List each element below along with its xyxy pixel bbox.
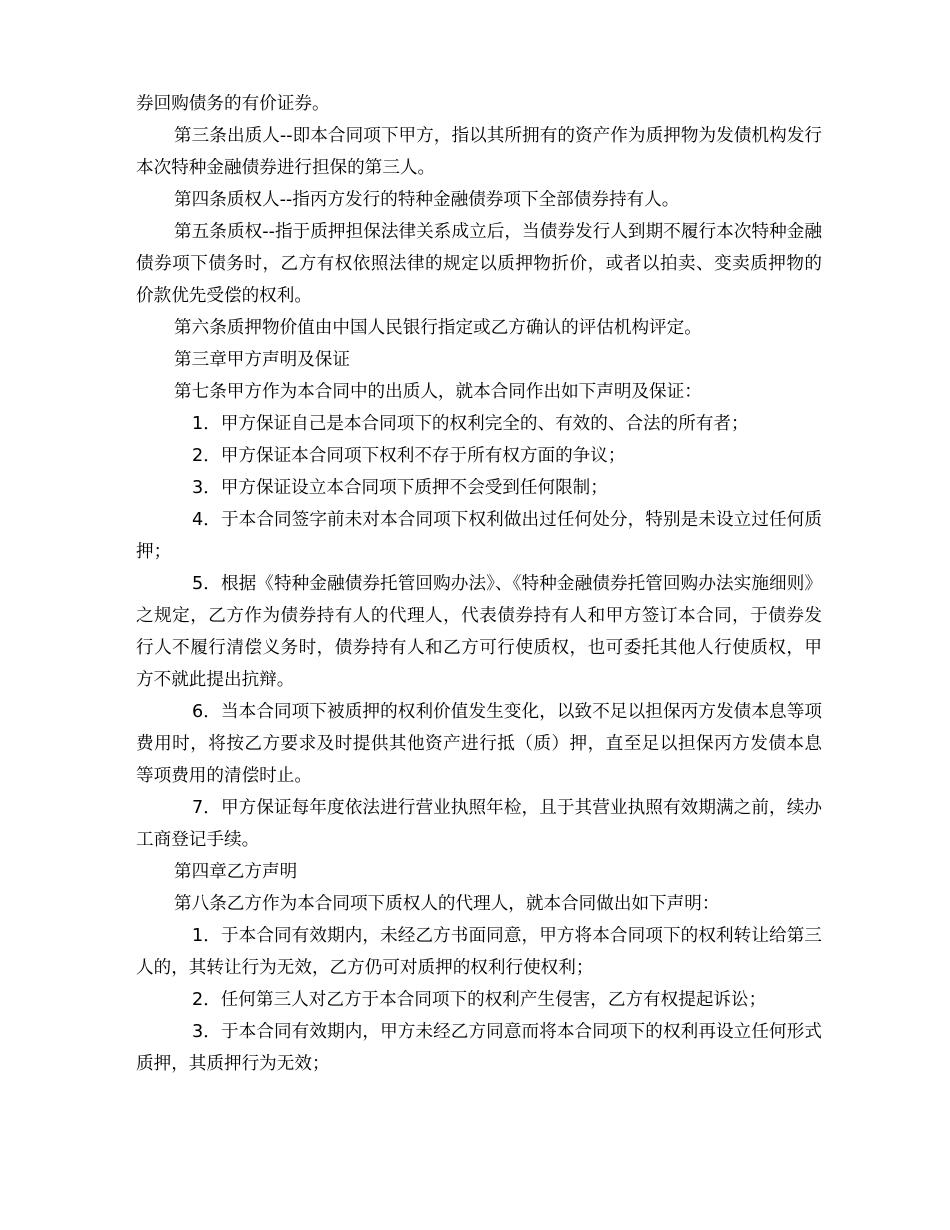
article-7-item-5: 5．根据《特种金融债券托管回购办法》、《特种金融债券托管回购办法实施细则》之规定，乙方作为债券持有人的代理人，代表债券持有人和甲方签订本合同，于债券发行人不履行清偿义务时，债券持有人和乙方可行使质权，也可委托其他人行使质权，甲方不就此提出抗辩。 <box>136 574 822 690</box>
chapter-4-heading: 第四章乙方声明 <box>174 862 298 882</box>
article-7-item-4: 4．于本合同签字前未对本合同项下权利做出过任何处分，特别是未设立过任何质押； <box>136 510 822 562</box>
article-7-item-2: 2．甲方保证本合同项下权利不存于所有权方面的争议； <box>192 446 626 466</box>
article-5-pledge-right: 第五条质权--指于质押担保法律关系成立后，当债券发行人到期不履行本次特种金融债券项下债务时，乙方有权依照法律的规定以质押物折价，或者以拍卖、变卖质押物的价款优先受偿的权利。 <box>136 222 822 306</box>
article-6-valuation: 第六条质押物价值由中国人民银行指定或乙方确认的评估机构评定。 <box>174 318 702 338</box>
article-3-pledgor: 第三条出质人--即本合同项下甲方，指以其所拥有的资产作为质押物为发债机构发行本次特种金融债券进行担保的第三人。 <box>136 126 822 178</box>
article-8-item-2: 2．任何第三人对乙方于本合同项下的权利产生侵害，乙方有权提起诉讼； <box>192 990 767 1010</box>
article-7-item-6: 6．当本合同项下被质押的权利价值发生变化，以致不足以担保丙方发债本息等项费用时，将按乙方要求及时提供其他资产进行抵（质）押，直至足以担保丙方发债本息等项费用的清偿时止。 <box>136 702 822 786</box>
paragraph-continuation: 券回购债务的有价证券。 <box>136 94 330 114</box>
article-4-pledgee: 第四条质权人--指丙方发行的特种金融债券项下全部债券持有人。 <box>174 190 680 210</box>
article-7-statement: 第七条甲方作为本合同中的出质人，就本合同作出如下声明及保证： <box>174 382 702 402</box>
chapter-3-heading: 第三章甲方声明及保证 <box>174 350 350 370</box>
article-7-item-1: 1．甲方保证自己是本合同项下的权利完全的、有效的、合法的所有者； <box>192 414 749 434</box>
article-8-statement: 第八条乙方作为本合同项下质权人的代理人，就本合同做出如下声明： <box>174 894 720 914</box>
article-7-item-7: 7．甲方保证每年度依法进行营业执照年检，且于其营业执照有效期满之前，续办工商登记手续。 <box>136 798 822 850</box>
article-8-item-3: 3．于本合同有效期内，甲方未经乙方同意而将本合同项下的权利再设立任何形式质押，其质押行为无效； <box>136 1022 822 1074</box>
article-8-item-1: 1．于本合同有效期内，未经乙方书面同意，甲方将本合同项下的权利转让给第三人的，其转让行为无效，乙方仍可对质押的权利行使权利； <box>136 926 822 978</box>
article-7-item-3: 3．甲方保证设立本合同项下质押不会受到任何限制； <box>192 478 608 498</box>
